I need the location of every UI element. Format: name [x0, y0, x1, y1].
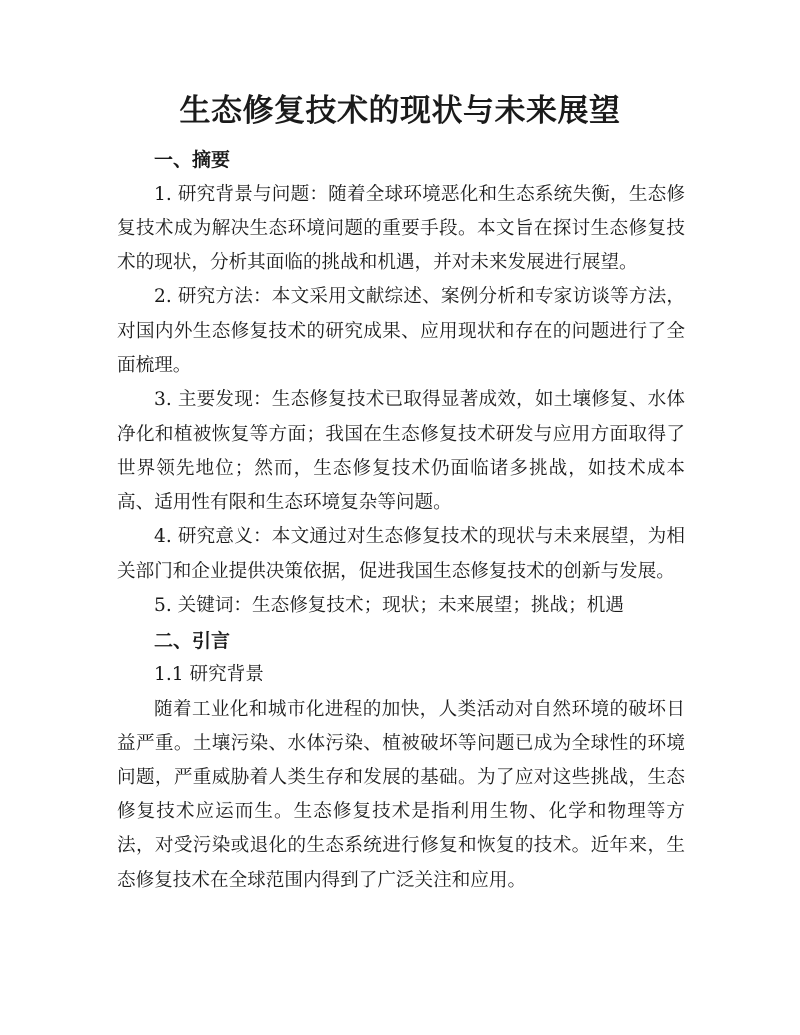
section-heading-abstract: 一、摘要 [154, 149, 231, 171]
abstract-paragraph-background: 1. 研究背景与问题：随着全球环境恶化和生态系统失衡，生态修复技术成为解决生态环境问题的重要手段。本文旨在探讨生态修复技术的现状，分析其面临的挑战和机遇，并对未来发展进行展望。 [117, 183, 685, 273]
abstract-paragraph-significance: 4. 研究意义：本文通过对生态修复技术的现状与未来展望，为相关部门和企业提供决策依据，促进我国生态修复技术的创新与发展。 [117, 526, 685, 582]
subsection-heading-background: 1.1 研究背景 [154, 664, 264, 686]
introduction-paragraph: 随着工业化和城市化进程的加快，人类活动对自然环境的破坏日益严重。土壤污染、水体污染、植被破坏等问题已成为全球性的环境问题，严重威胁着人类生存和发展的基础。为了应对这些挑战，生态修复技术应运而生。生态修复技术是指利用生物、化学和物理等方法，对受污染或退化的生态系统进行修复和恢复的技术。近年来，生态修复技术在全球范围内得到了广泛关注和应用。 [117, 698, 685, 891]
section-heading-introduction: 二、引言 [154, 629, 231, 652]
abstract-paragraph-keywords: 5. 关键词：生态修复技术；现状；未来展望；挑战；机遇 [154, 595, 624, 617]
document-body [117, 143, 685, 898]
document-title: 生态修复技术的现状与未来展望 [179, 93, 621, 129]
abstract-paragraph-findings: 3. 主要发现：生态修复技术已取得显著成效，如土壤修复、水体净化和植被恢复等方面；我国在生态修复技术研发与应用方面取得了世界领先地位；然而，生态修复技术仍面临诸多挑战，如技术成本高、适用性有限和生态环境复杂等问题。 [117, 389, 685, 513]
abstract-paragraph-methods: 2. 研究方法：本文采用文献综述、案例分析和专家访谈等方法，对国内外生态修复技术的研究成果、应用现状和存在的问题进行了全面梳理。 [117, 286, 685, 376]
